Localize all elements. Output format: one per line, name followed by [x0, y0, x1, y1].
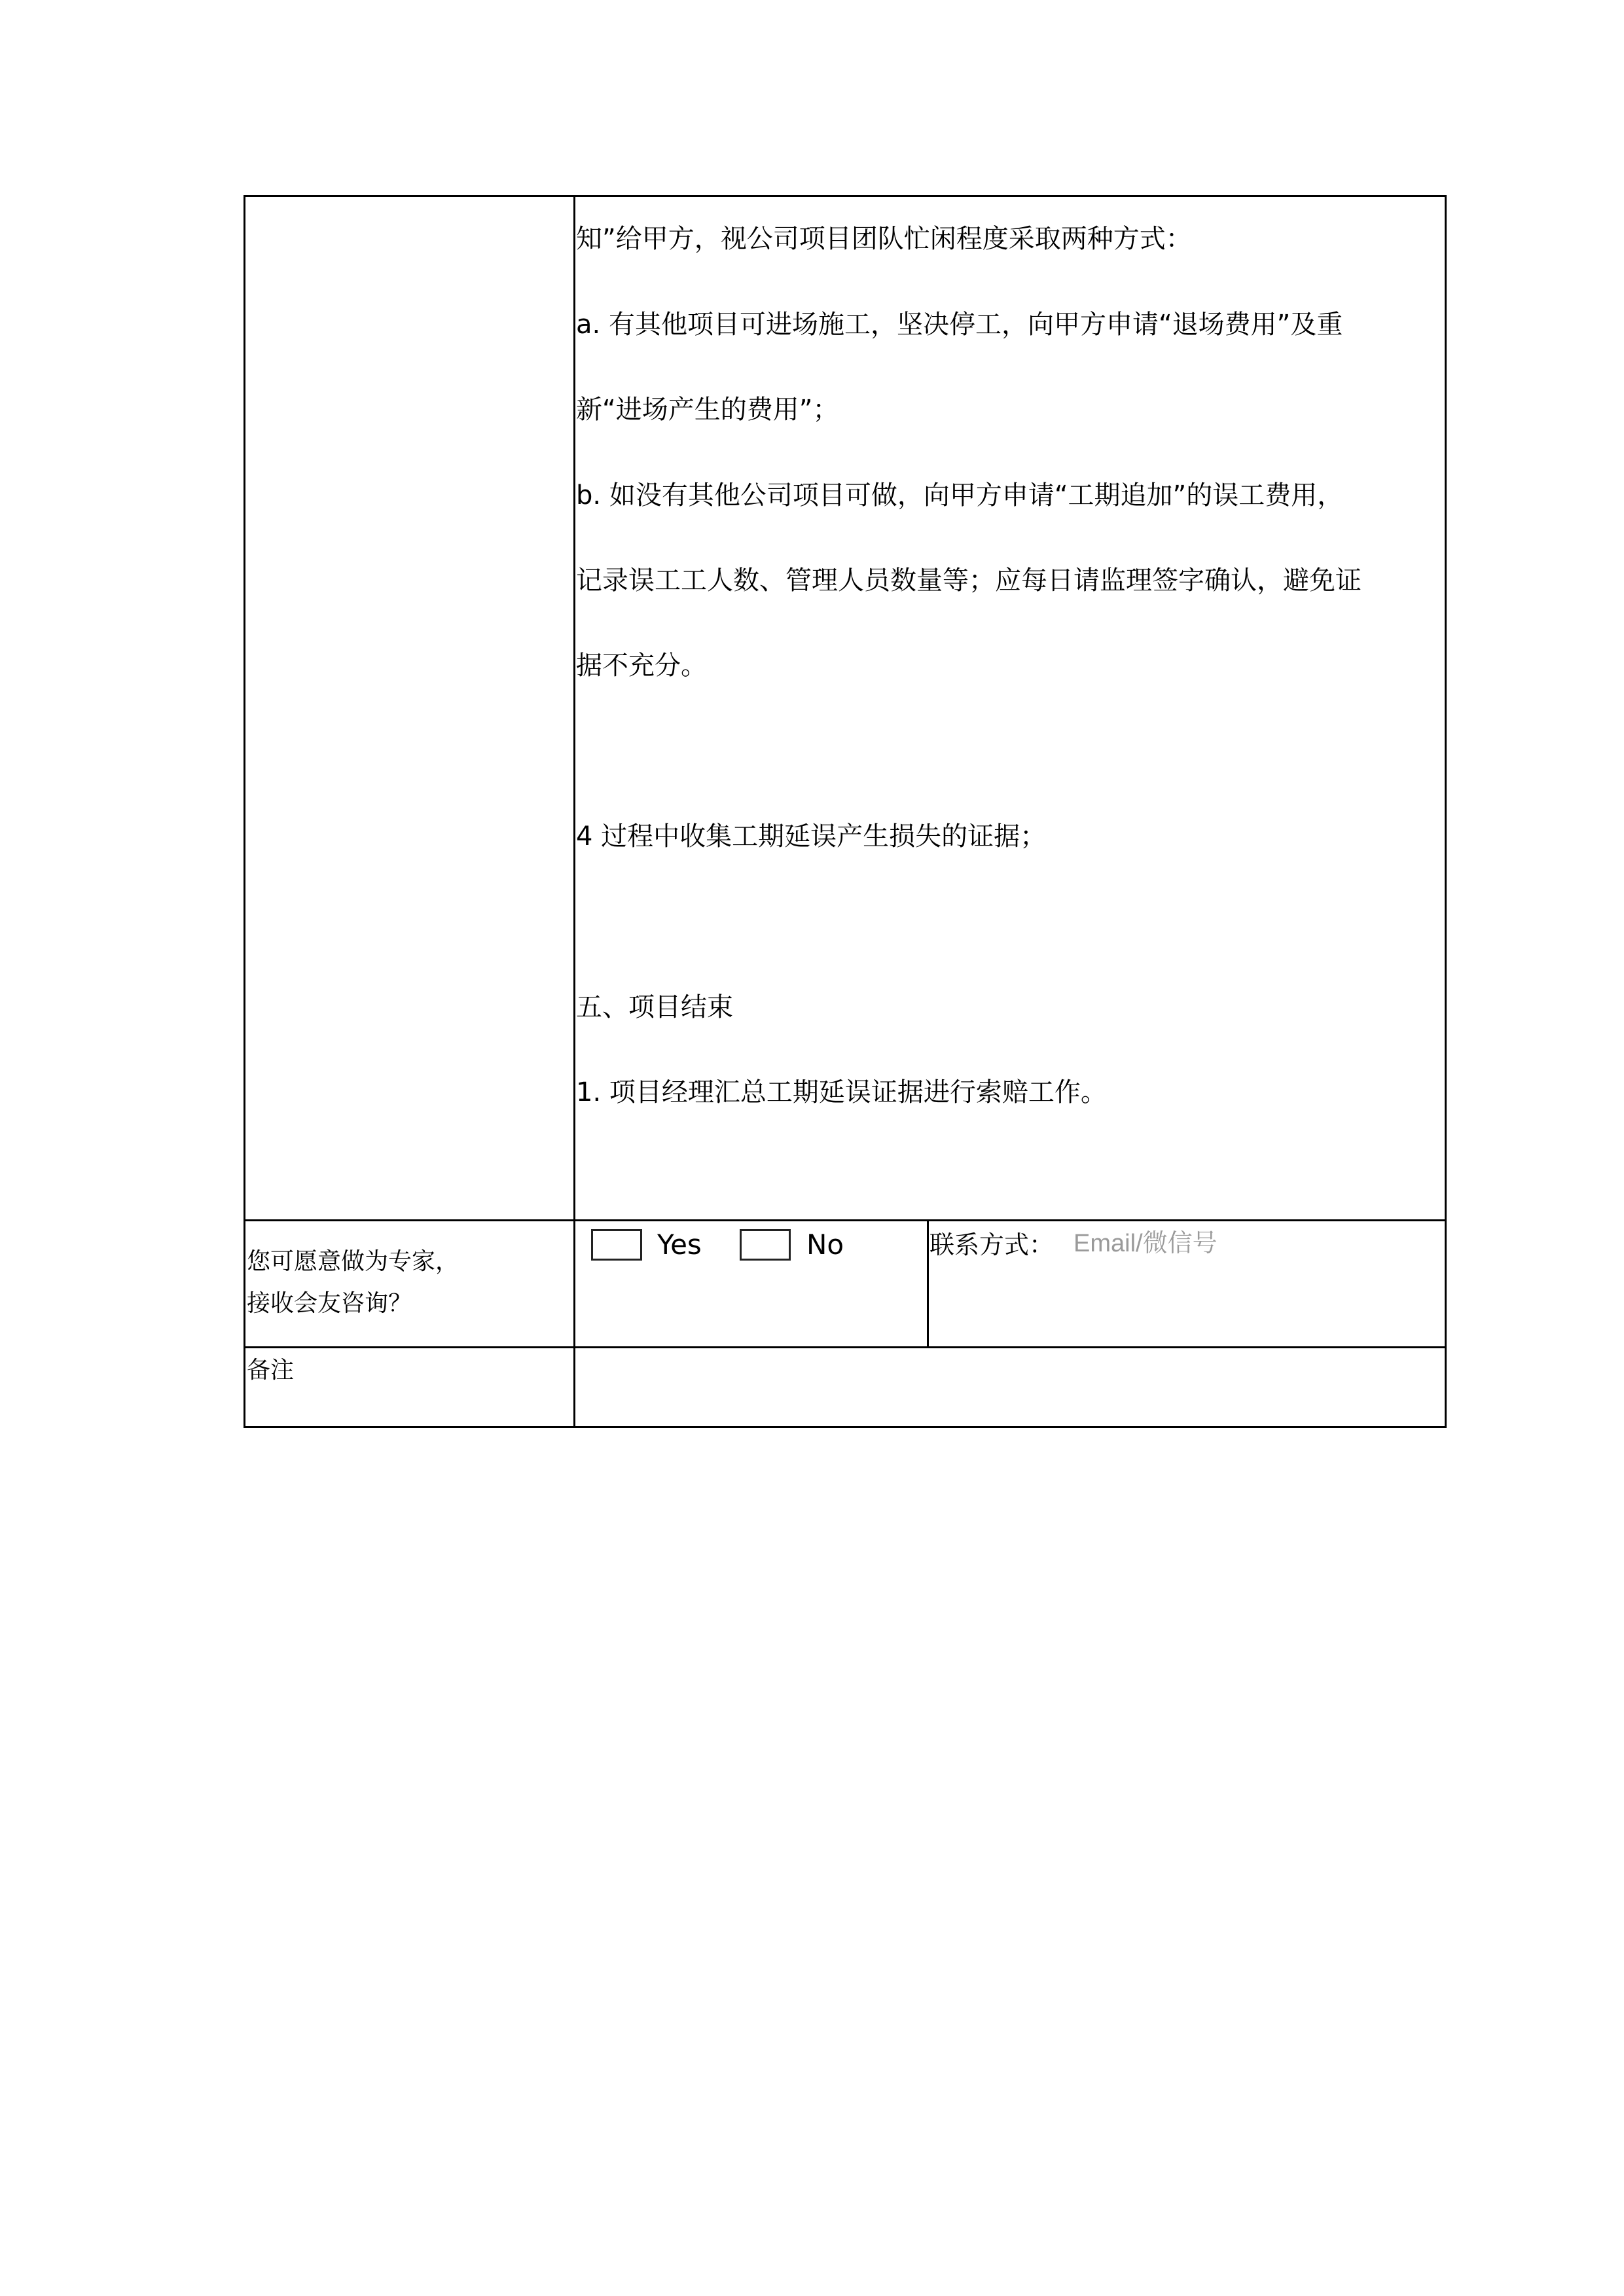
content-line: 五、项目结束	[576, 992, 733, 1022]
no-checkbox[interactable]	[740, 1229, 791, 1261]
row-divider-expert	[244, 1346, 1447, 1348]
main-label-cell	[245, 197, 573, 1218]
no-label: No	[806, 1229, 844, 1261]
column-divider	[573, 195, 575, 1428]
yes-label: Yes	[657, 1229, 702, 1261]
content-line: 记录误工工人数、管理人员数量等；应每日请监理签字确认，避免证	[576, 565, 1362, 596]
content-line: 4 过程中收集工期延误产生损失的证据；	[576, 821, 1047, 852]
row-divider-content	[244, 1219, 1447, 1221]
contact-input[interactable]	[1074, 1225, 1427, 1262]
content-line: 据不充分。	[576, 651, 707, 681]
content-line: 1. 项目经理汇总工期延误证据进行索赔工作。	[576, 1077, 1107, 1107]
remarks-label: 备注	[247, 1357, 295, 1384]
content-line: a. 有其他项目可进场施工，坚决停工，向甲方申请“退场费用”及重	[576, 310, 1343, 340]
content-line: b. 如没有其他公司项目可做，向甲方申请“工期追加”的误工费用，	[576, 480, 1344, 511]
expert-question-line2: 接收会友咨询？	[247, 1290, 412, 1317]
content-line: 新“进场产生的费用”；	[576, 395, 839, 425]
yes-checkbox[interactable]	[591, 1229, 642, 1261]
content-line: 知”给甲方，视公司项目团队忙闲程度采取两种方式：	[576, 224, 1192, 254]
contact-divider	[927, 1219, 929, 1348]
expert-question-line1: 您可愿意做为专家，	[247, 1248, 460, 1275]
contact-label: 联系方式：	[929, 1230, 1055, 1259]
remarks-input[interactable]	[577, 1350, 1443, 1424]
